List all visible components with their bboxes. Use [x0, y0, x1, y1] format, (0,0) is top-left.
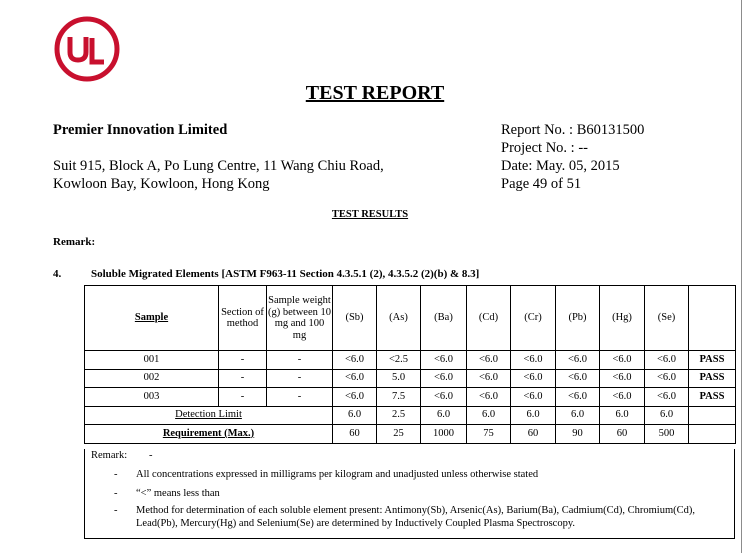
table-header-row [85, 286, 736, 351]
limit-cr: 6.0 [511, 406, 556, 425]
req-pb: 90 [556, 425, 600, 444]
note-concentrations: All concentrations expressed in milligrams per kilogram and unadjusted unless otherwise stated [136, 469, 539, 480]
note-method: Method for determination of each soluble element present: Antimony(Sb), Arsenic(As), Barium(Ba), Cadmium(Cd), Chromium(Cd), Lead(Pb), Mercury(Hg) and Selenium(Se) are determined by Inductively Coupled Plasma Spectroscopy. [136, 505, 696, 529]
report-date: Date: May. 05, 2015 [501, 158, 620, 174]
cell-hg: <6.0 [600, 388, 645, 407]
limit-result [689, 406, 736, 425]
note-less-than: “<” means less than [136, 488, 220, 499]
cell-cd: <6.0 [467, 351, 511, 370]
cell-pb: <6.0 [556, 369, 600, 388]
cell-cr: <6.0 [511, 388, 556, 407]
report-title: TEST REPORT [305, 82, 445, 104]
cell-cr: <6.0 [511, 351, 556, 370]
results-table [84, 285, 736, 444]
header-as: (As) [377, 286, 421, 351]
cell-ba: <6.0 [421, 388, 467, 407]
cell-sample: 003 [85, 388, 219, 407]
limit-ba: 6.0 [421, 406, 467, 425]
remark-label: Remark: [53, 236, 96, 248]
cell-se: <6.0 [645, 351, 689, 370]
cell-hg: <6.0 [600, 369, 645, 388]
header-sample-weight: Sample weight (g) between 10 mg and 100 mg [267, 286, 333, 351]
table-row [85, 369, 736, 388]
limit-se: 6.0 [645, 406, 689, 425]
cell-as: 7.5 [377, 388, 421, 407]
cell-sb: <6.0 [333, 388, 377, 407]
header-section-of-method: Section of method [219, 286, 267, 351]
header-pb: (Pb) [556, 286, 600, 351]
cell-cr: <6.0 [511, 369, 556, 388]
req-result [689, 425, 736, 444]
cell-section: - [219, 388, 267, 407]
test-results-heading: TEST RESULTS [331, 209, 409, 220]
header-ba: (Ba) [421, 286, 467, 351]
cell-cd: <6.0 [467, 388, 511, 407]
company-address-line1: Suit 915, Block A, Po Lung Centre, 11 Wang Chiu Road, [53, 158, 384, 174]
bullet-marker: - [114, 505, 118, 516]
req-hg: 60 [600, 425, 645, 444]
cell-cd: <6.0 [467, 369, 511, 388]
header-result [689, 286, 736, 351]
table-row [85, 351, 736, 370]
header-cd: (Cd) [467, 286, 511, 351]
header-hg: (Hg) [600, 286, 645, 351]
table-remarks [84, 449, 735, 539]
req-cr: 60 [511, 425, 556, 444]
limit-hg: 6.0 [600, 406, 645, 425]
bullet-marker: - [114, 469, 118, 480]
cell-sample: 002 [85, 369, 219, 388]
limit-cd: 6.0 [467, 406, 511, 425]
limit-sb: 6.0 [333, 406, 377, 425]
header-cr: (Cr) [511, 286, 556, 351]
req-cd: 75 [467, 425, 511, 444]
detection-limit-label: Detection Limit [85, 406, 333, 425]
company-name: Premier Innovation Limited [53, 122, 228, 138]
cell-weight: - [267, 351, 333, 370]
footer-remark-dash: - [149, 450, 153, 461]
cell-hg: <6.0 [600, 351, 645, 370]
cell-as: <2.5 [377, 351, 421, 370]
cell-result: PASS [689, 351, 736, 370]
cell-weight: - [267, 369, 333, 388]
report-number: Report No. : B60131500 [501, 122, 645, 138]
cell-section: - [219, 351, 267, 370]
cell-ba: <6.0 [421, 351, 467, 370]
cell-as: 5.0 [377, 369, 421, 388]
cell-section: - [219, 369, 267, 388]
section-title: Soluble Migrated Elements [ASTM F963-11 Section 4.3.5.1 (2), 4.3.5.2 (2)(b) & 8.3] [91, 268, 480, 280]
limit-as: 2.5 [377, 406, 421, 425]
requirement-row [85, 425, 736, 444]
ul-logo [54, 16, 120, 82]
table-row [85, 388, 736, 407]
header-sample: Sample [85, 286, 219, 351]
cell-sample: 001 [85, 351, 219, 370]
req-se: 500 [645, 425, 689, 444]
header-se: (Se) [645, 286, 689, 351]
cell-result: PASS [689, 369, 736, 388]
detection-limit-row [85, 406, 736, 425]
req-as: 25 [377, 425, 421, 444]
section-number: 4. [53, 268, 62, 280]
cell-weight: - [267, 388, 333, 407]
cell-se: <6.0 [645, 369, 689, 388]
limit-pb: 6.0 [556, 406, 600, 425]
company-address-line2: Kowloon Bay, Kowloon, Hong Kong [53, 176, 270, 192]
footer-remark-label: Remark: [91, 450, 128, 461]
req-sb: 60 [333, 425, 377, 444]
cell-se: <6.0 [645, 388, 689, 407]
bullet-marker: - [114, 488, 118, 499]
header-sb: (Sb) [333, 286, 377, 351]
project-number: Project No. : -- [501, 140, 588, 156]
cell-sb: <6.0 [333, 351, 377, 370]
req-ba: 1000 [421, 425, 467, 444]
cell-ba: <6.0 [421, 369, 467, 388]
requirement-label: Requirement (Max.) [85, 425, 333, 444]
page-number: Page 49 of 51 [501, 176, 582, 192]
cell-pb: <6.0 [556, 351, 600, 370]
cell-sb: <6.0 [333, 369, 377, 388]
cell-pb: <6.0 [556, 388, 600, 407]
cell-result: PASS [689, 388, 736, 407]
